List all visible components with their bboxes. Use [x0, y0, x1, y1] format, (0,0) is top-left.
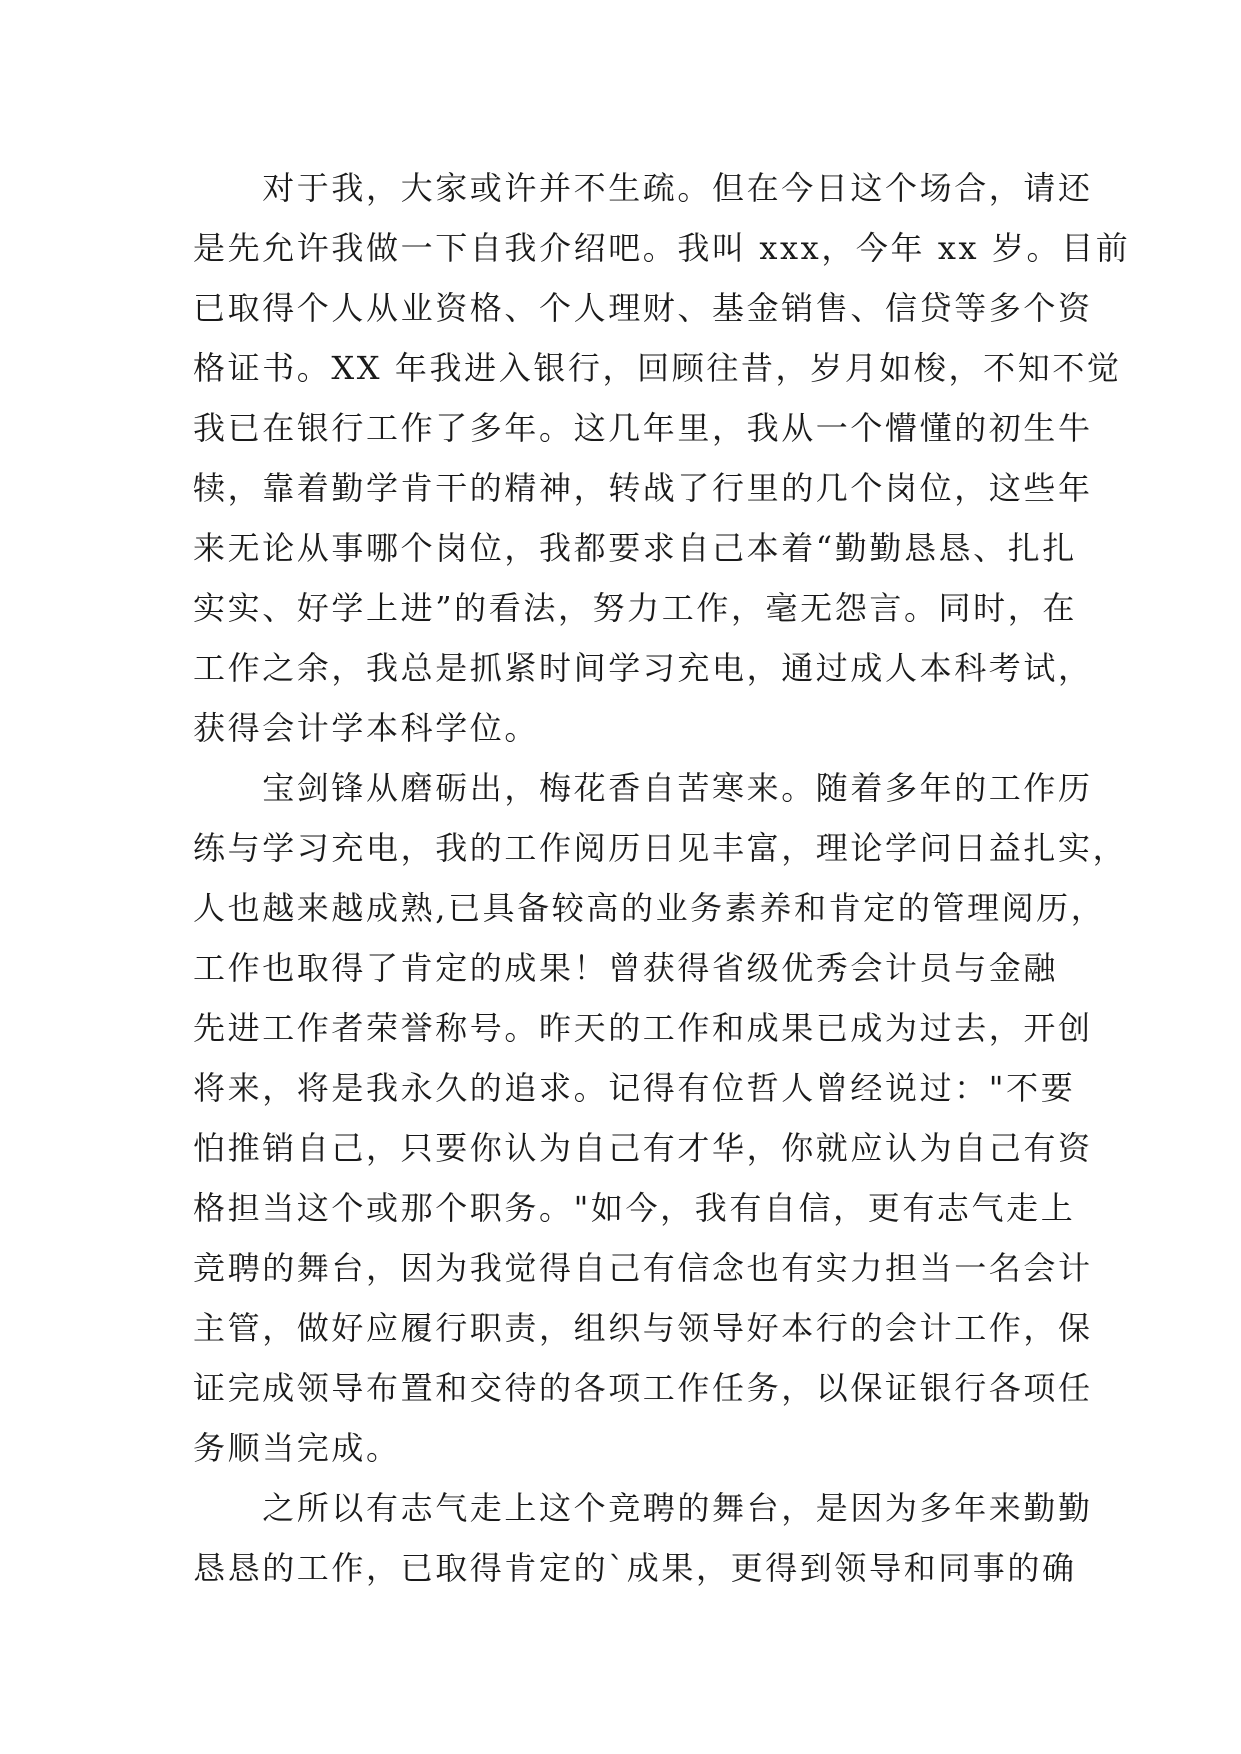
paragraph-2-line-6: 将来，将是我永久的追求。记得有位哲人曾经说过："不要 [193, 1069, 1076, 1107]
paragraph-2-line-7: 怕推销自己，只要你认为自己有才华，你就应认为自己有资 [193, 1129, 1093, 1167]
paragraph-1-line-2: 是先允许我做一下自我介绍吧。我叫 xxx，今年 xx 岁。目前 [193, 229, 1131, 267]
paragraph-2-line-5: 先进工作者荣誉称号。昨天的工作和成果已成为过去，开创 [193, 1009, 1093, 1047]
paragraph-1-line-9: 工作之余，我总是抓紧时间学习充电，通过成人本科考试， [193, 649, 1093, 687]
paragraph-2-line-2: 练与学习充电，我的工作阅历日见丰富，理论学问日益扎实， [193, 829, 1128, 867]
paragraph-2-line-1: 宝剑锋从磨砺出，梅花香自苦寒来。随着多年的工作历 [193, 769, 1093, 807]
paragraph-2-line-4: 工作也取得了肯定的成果！曾获得省级优秀会计员与金融 [193, 949, 1059, 987]
paragraph-2-line-3: 人也越来越成熟,已具备较高的业务素养和肯定的管理阅历， [193, 889, 1106, 927]
paragraph-1-line-3: 已取得个人从业资格、个人理财、基金销售、信贷等多个资 [193, 289, 1093, 327]
paragraph-3-line-2: 恳恳的工作，已取得肯定的`成果，更得到领导和同事的确 [193, 1549, 1077, 1587]
paragraph-2-line-8: 格担当这个或那个职务。"如今，我有自信，更有志气走上 [193, 1189, 1076, 1227]
paragraph-2-line-9: 竞聘的舞台，因为我觉得自己有信念也有实力担当一名会计 [193, 1249, 1093, 1287]
paragraph-1-line-8: 实实、好学上进”的看法，努力工作，毫无怨言。同时，在 [193, 589, 1077, 627]
paragraph-1-line-5: 我已在银行工作了多年。这几年里，我从一个懵懂的初生牛 [193, 409, 1093, 447]
paragraph-2-line-10: 主管，做好应履行职责，组织与领导好本行的会计工作，保 [193, 1309, 1093, 1347]
paragraph-2-line-12: 务顺当完成。 [193, 1429, 401, 1467]
paragraph-2-line-11: 证完成领导布置和交待的各项工作任务，以保证银行各项任 [193, 1369, 1093, 1407]
paragraph-1-line-10: 获得会计学本科学位。 [193, 709, 540, 747]
paragraph-3-line-1: 之所以有志气走上这个竞聘的舞台，是因为多年来勤勤 [193, 1489, 1093, 1527]
paragraph-1-line-1: 对于我，大家或许并不生疏。但在今日这个场合，请还 [193, 169, 1093, 207]
paragraph-1-line-4: 格证书。XX 年我进入银行，回顾往昔，岁月如梭，不知不觉 [193, 349, 1122, 387]
paragraph-1-line-7: 来无论从事哪个岗位，我都要求自己本着“勤勤恳恳、扎扎 [193, 529, 1077, 567]
document-body [193, 158, 1131, 1598]
paragraph-1-line-6: 犊，靠着勤学肯干的精神，转战了行里的几个岗位，这些年 [193, 469, 1093, 507]
